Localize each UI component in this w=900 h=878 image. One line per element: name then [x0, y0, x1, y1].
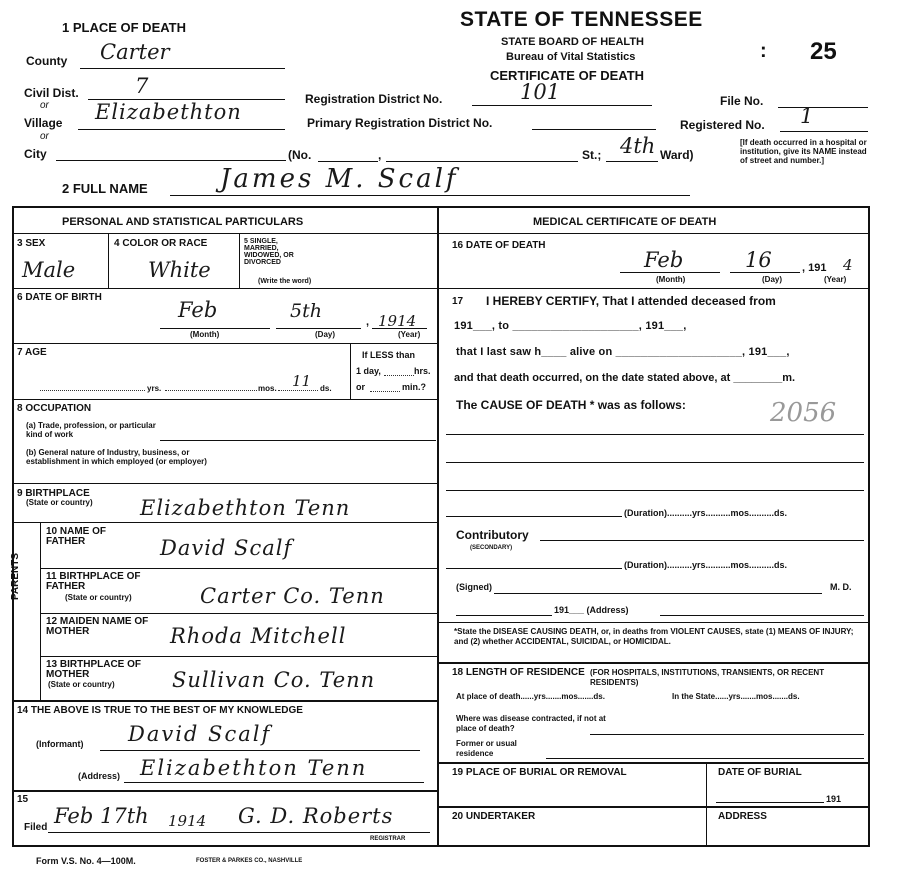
medical-rule-3	[438, 662, 870, 664]
form-number: Form V.S. No. 4—100M.	[36, 856, 136, 866]
burial-divider	[706, 762, 707, 846]
dod-day-caption: (Day)	[762, 275, 783, 284]
place-of-death-heading: 1 PLACE OF DEATH	[62, 20, 186, 35]
signed-label: (Signed)	[456, 582, 492, 592]
occupation-trade-line	[160, 440, 436, 441]
race-label: 4 COLOR OR RACE	[114, 238, 208, 249]
or-text-2: or	[40, 131, 49, 142]
burial-date-line	[716, 802, 824, 803]
informant-address-value: Elizabethton Tenn	[140, 756, 368, 780]
civil-district-value: 7	[135, 74, 149, 98]
dod-label: 16 DATE OF DEATH	[452, 240, 546, 251]
dob-month-caption: (Month)	[190, 330, 220, 339]
secondary-label: (SECONDARY)	[470, 545, 513, 551]
age-days-value: 11	[292, 372, 312, 390]
dod-month-line	[620, 272, 720, 273]
sex-label: 3 SEX	[17, 238, 46, 249]
registration-district-line	[472, 105, 652, 106]
residence-at-place: At place of death......yrs.......mos.......ds.	[456, 692, 605, 701]
dod-day: 16	[745, 248, 772, 272]
burial-place-label: 19 PLACE OF BURIAL OR REMOVAL	[452, 767, 627, 778]
occupation-trade-label: (a) Trade, profession, or particular kind of work	[26, 421, 156, 439]
dob-year-caption: (Year)	[398, 330, 421, 339]
dod-year-caption: (Year)	[824, 275, 847, 284]
medical-rule-1	[438, 288, 870, 289]
bureau-title: Bureau of Vital Statistics	[506, 51, 636, 63]
civil-district-label: Civil Dist.	[24, 86, 79, 100]
row-rule-6	[40, 568, 438, 569]
medical-rule-2	[438, 622, 870, 623]
age-months-label: mos.	[258, 384, 277, 393]
sex-value: Male	[22, 258, 76, 282]
registration-district-value: 101	[520, 80, 561, 104]
frame-top	[12, 206, 870, 208]
full-name-label: 2 FULL NAME	[62, 181, 148, 196]
cause-line-3	[446, 490, 864, 491]
mother-birthplace-label: 13 BIRTHPLACE OF MOTHER	[46, 659, 142, 680]
sex-divider	[108, 233, 109, 288]
sign-address-line	[660, 615, 864, 616]
duration-text-2: (Duration)..........yrs..........mos..........ds.	[624, 560, 788, 570]
medical-rule-5	[438, 806, 870, 808]
occupation-label: 8 OCCUPATION	[17, 403, 92, 414]
registrar-label: REGISTRAR	[370, 836, 406, 842]
age-days-dots	[278, 390, 318, 391]
printer-credit: FOSTER & PARKES CO., NASHVILLE	[196, 858, 303, 864]
residence-note: (FOR HOSPITALS, INSTITUTIONS, TRANSIENTS, OR RECENT RESIDENTS)	[590, 668, 825, 687]
undertaker-label: 20 UNDERTAKER	[452, 811, 536, 822]
race-divider	[239, 233, 240, 288]
medical-heading: MEDICAL CERTIFICATE OF DEATH	[533, 216, 717, 228]
row-rule-8	[40, 656, 438, 657]
row-rule-9	[12, 700, 438, 702]
race-value: White	[148, 258, 211, 282]
dob-day: 5th	[290, 300, 322, 322]
institution-note: [If death occurred in a hospital or institution, give its NAME instead of street and number.]	[740, 138, 867, 165]
informant-address-label: (Address)	[78, 771, 121, 781]
dod-month-caption: (Month)	[656, 275, 686, 284]
city-line	[56, 160, 286, 161]
father-name-label: 10 NAME OF FATHER	[46, 526, 107, 547]
dob-day-line	[276, 328, 361, 329]
former-residence-label: Former or usual residence	[456, 739, 517, 758]
village-value: Elizabethton	[95, 100, 242, 124]
filed-label: Filed	[24, 822, 48, 833]
number-prefix: :	[760, 40, 767, 62]
min-label: min.?	[402, 382, 426, 392]
informant-label: (Informant)	[36, 739, 84, 749]
birthplace-caption: (State or country)	[26, 498, 93, 507]
father-birthplace-value: Carter Co. Tenn	[200, 584, 385, 608]
registered-number-label: Registered No.	[680, 118, 765, 132]
frame-center	[437, 206, 439, 846]
street-line	[386, 161, 578, 162]
ward-label: Ward)	[660, 148, 694, 162]
personal-heading-rule	[12, 233, 438, 234]
undertaker-address-label: ADDRESS	[718, 811, 767, 822]
village-label: Village	[24, 116, 63, 130]
row-rule-1	[12, 288, 438, 289]
file-number-line	[778, 107, 868, 108]
comma: ,	[378, 148, 382, 162]
filed-number: 15	[17, 794, 29, 805]
duration-text-1: (Duration)..........yrs..........mos..........ds.	[624, 508, 788, 518]
informant-value: David Scalf	[128, 722, 272, 746]
or-label: or	[356, 382, 365, 392]
signed-line	[494, 593, 822, 594]
medical-rule-4	[438, 762, 870, 764]
disease-contracted-line	[590, 734, 864, 735]
street-label: St.;	[582, 148, 602, 162]
personal-heading: PERSONAL AND STATISTICAL PARTICULARS	[62, 216, 304, 228]
md-label: M. D.	[830, 582, 852, 592]
mother-birthplace-caption: (State or country)	[48, 680, 115, 689]
sign-date-label: 191___ (Address)	[554, 605, 629, 615]
filed-date: Feb 17th	[54, 804, 149, 828]
marital-note: (Write the word)	[258, 278, 312, 285]
state-title: STATE OF TENNESSEE	[460, 8, 703, 31]
certify-number: 17	[452, 296, 464, 307]
registered-number-value: 1	[800, 104, 814, 128]
dod-year: 4	[843, 256, 853, 274]
board-title: STATE BOARD OF HEALTH	[501, 36, 644, 48]
mother-name-value: Rhoda Mitchell	[170, 624, 347, 648]
ward-value: 4th	[620, 134, 656, 158]
contributory-line-2	[446, 568, 622, 569]
one-day-label: 1 day,	[356, 366, 381, 376]
row-rule-5	[12, 522, 438, 523]
certify-last-saw: that I last saw h____ alive on ____________________, 191___,	[456, 346, 790, 358]
age-months-dots	[165, 390, 257, 391]
sign-date-line	[456, 615, 552, 616]
cause-line-2	[446, 462, 864, 463]
age-days-label: ds.	[320, 384, 332, 393]
former-residence-line	[546, 758, 864, 759]
certificate-number: 25	[810, 38, 837, 65]
street-number-label: (No.	[288, 148, 312, 162]
row-rule-7	[40, 613, 438, 614]
full-name-value: James M. Scalf	[220, 164, 459, 194]
occupation-industry-label: (b) General nature of Industry, business, or establishment in which employed (or employer)	[26, 448, 207, 466]
village-line	[78, 129, 285, 130]
certificate-title: CERTIFICATE OF DEATH	[490, 68, 645, 83]
less-than-label: If LESS than	[362, 350, 416, 360]
frame-bottom	[12, 845, 870, 847]
medical-heading-rule	[438, 233, 870, 234]
mother-name-label: 12 MAIDEN NAME OF MOTHER	[46, 616, 149, 637]
certify-from-to: 191___, to ____________________, 191___,	[454, 320, 687, 332]
burial-year: 191	[826, 794, 842, 804]
row-rule-10	[12, 790, 438, 792]
full-name-line	[170, 195, 690, 196]
row-rule-2	[12, 343, 438, 344]
cause-line-4	[446, 516, 622, 517]
burial-date-label: DATE OF BURIAL	[718, 767, 802, 778]
registered-number-line	[780, 131, 868, 132]
father-name-value: David Scalf	[160, 536, 293, 560]
father-birthplace-label: 11 BIRTHPLACE OF FATHER	[46, 571, 141, 592]
dob-comma: ,	[366, 316, 370, 328]
row-rule-4	[12, 483, 438, 484]
hrs-label: hrs.	[414, 366, 431, 376]
parents-divider	[40, 522, 41, 700]
file-number-label: File No.	[720, 94, 764, 108]
primary-registration-label: Primary Registration District No.	[307, 116, 493, 130]
registration-district-label: Registration District No.	[305, 92, 443, 106]
dod-month: Feb	[644, 248, 684, 272]
birthplace-label: 9 BIRTHPLACE	[17, 488, 90, 499]
cause-stamp-number: 2056	[770, 398, 837, 428]
dob-year-line	[372, 328, 427, 329]
certify-occurred: and that death occurred, on the date stated above, at ________m.	[454, 372, 796, 384]
dod-day-line	[730, 272, 800, 273]
street-number-line	[318, 161, 378, 162]
dob-year: 1914	[378, 312, 417, 330]
father-birthplace-caption: (State or country)	[65, 593, 132, 602]
county-label: County	[26, 54, 68, 68]
informant-line	[100, 750, 420, 751]
cause-of-death-label: The CAUSE OF DEATH * was as follows:	[456, 398, 686, 412]
birthplace-value: Elizabethton Tenn	[140, 496, 351, 520]
parents-label: PARENTS	[10, 552, 21, 600]
ward-line	[606, 161, 658, 162]
true-statement-label: 14 THE ABOVE IS TRUE TO THE BEST OF MY KNOWLEDGE	[17, 705, 303, 716]
row-rule-3	[12, 399, 438, 400]
dob-month-line	[160, 328, 270, 329]
county-line	[80, 68, 285, 69]
informant-address-line	[124, 782, 424, 783]
or-text: or	[40, 100, 49, 111]
age-label: 7 AGE	[17, 347, 47, 358]
residence-label: 18 LENGTH OF RESIDENCE	[452, 667, 585, 678]
mother-birthplace-value: Sullivan Co. Tenn	[172, 668, 376, 692]
filed-year: 1914	[168, 812, 207, 830]
min-dots	[370, 391, 400, 392]
cause-line-1	[446, 434, 864, 435]
age-years-label: yrs.	[147, 384, 162, 393]
dob-label: 6 DATE OF BIRTH	[17, 292, 102, 303]
frame-left	[12, 206, 14, 846]
dod-year-prefix: , 191	[802, 262, 827, 274]
city-label: City	[24, 147, 47, 161]
dob-month: Feb	[178, 298, 218, 322]
contributory-label: Contributory	[456, 528, 529, 542]
age-years-dots	[40, 390, 145, 391]
hrs-dots	[384, 375, 414, 376]
residence-in-state: In the State......yrs.......mos.......ds.	[672, 692, 800, 701]
certify-text: I HEREBY CERTIFY, That I attended deceased from	[486, 294, 776, 308]
frame-right	[868, 206, 870, 846]
filed-line	[48, 832, 430, 833]
cause-footnote: *State the DISEASE CAUSING DEATH, or, in deaths from VIOLENT CAUSES, state (1) MEANS OF INJURY; and (2) whether ACCIDENTAL, SUICIDAL, or HOMICIDAL.	[454, 627, 854, 646]
county-value: Carter	[100, 40, 170, 64]
disease-contracted-label: Where was disease contracted, if not at place of death?	[456, 714, 606, 733]
dob-day-caption: (Day)	[315, 330, 336, 339]
registrar-signature: G. D. Roberts	[238, 804, 394, 828]
marital-label: 5 SINGLE, MARRIED, WIDOWED, OR DIVORCED	[244, 238, 294, 266]
primary-registration-line	[532, 129, 656, 130]
contributory-line-1	[540, 540, 864, 541]
age-divider	[350, 343, 351, 399]
